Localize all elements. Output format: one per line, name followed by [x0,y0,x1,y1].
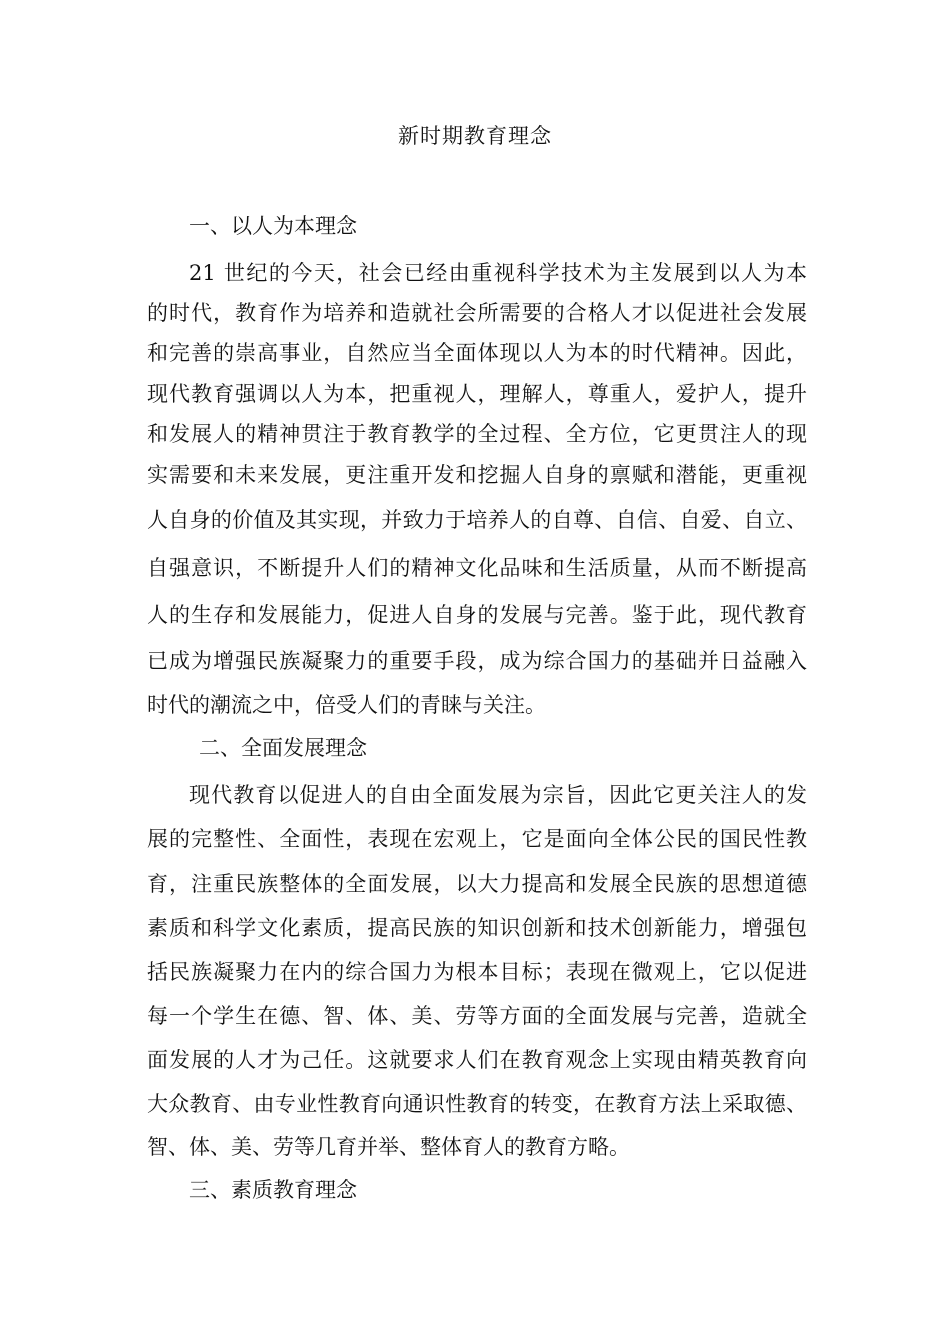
paragraph-line: 自强意识，不断提升人们的精神文化品味和生活质量，从而不断提高 [147,556,807,580]
paragraph-line: 已成为增强民族凝聚力的重要手段，成为综合国力的基础并日益融入 [147,649,807,673]
paragraph-line: 现代教育以促进人的自由全面发展为宗旨，因此它更关注人的发 [189,783,807,807]
paragraph-line: 人的生存和发展能力，促进人自身的发展与完善。鉴于此，现代教育 [147,603,807,627]
paragraph-line: 育，注重民族整体的全面发展，以大力提高和发展全民族的思想道德 [147,872,807,896]
paragraph-line: 21 世纪的今天，社会已经由重视科学技术为主发展到以人为本 [189,261,807,285]
paragraph-line: 素质和科学文化素质，提高民族的知识创新和技术创新能力，增强包 [147,916,807,940]
paragraph-line: 智、体、美、劳等几育并举、整体育人的教育方略。 [147,1135,630,1159]
paragraph-line: 现代教育强调以人为本，把重视人，理解人，尊重人，爱护人，提升 [147,382,807,406]
paragraph-line: 面发展的人才为己任。这就要求人们在教育观念上实现由精英教育向 [147,1048,807,1072]
paragraph-line: 括民族凝聚力在内的综合国力为根本目标；表现在微观上，它以促进 [147,960,807,984]
paragraph-line: 人自身的价值及其实现，并致力于培养人的自尊、自信、自爱、自立、 [147,508,807,532]
paragraph-line: 的时代，教育作为培养和造就社会所需要的合格人才以促进社会发展 [147,301,807,325]
section-heading-1: 一、以人为本理念 [189,214,357,238]
paragraph-line: 展的完整性、全面性，表现在宏观上，它是面向全体公民的国民性教 [147,827,807,851]
paragraph-line: 实需要和未来发展，更注重开发和挖掘人自身的禀赋和潜能，更重视 [147,463,807,487]
paragraph-line: 和完善的崇高事业，自然应当全面体现以人为本的时代精神。因此， [147,341,807,365]
paragraph-line: 每一个学生在德、智、体、美、劳等方面的全面发展与完善，造就全 [147,1004,807,1028]
paragraph-line: 大众教育、由专业性教育向通识性教育的转变，在教育方法上采取德、 [147,1092,807,1116]
paragraph-line: 和发展人的精神贯注于教育教学的全过程、全方位，它更贯注人的现 [147,422,807,446]
document-title: 新时期教育理念 [398,124,552,148]
section-heading-3: 三、素质教育理念 [189,1178,357,1202]
paragraph-line: 时代的潮流之中，倍受人们的青睐与关注。 [147,693,546,717]
section-heading-2: 二、全面发展理念 [199,736,367,760]
